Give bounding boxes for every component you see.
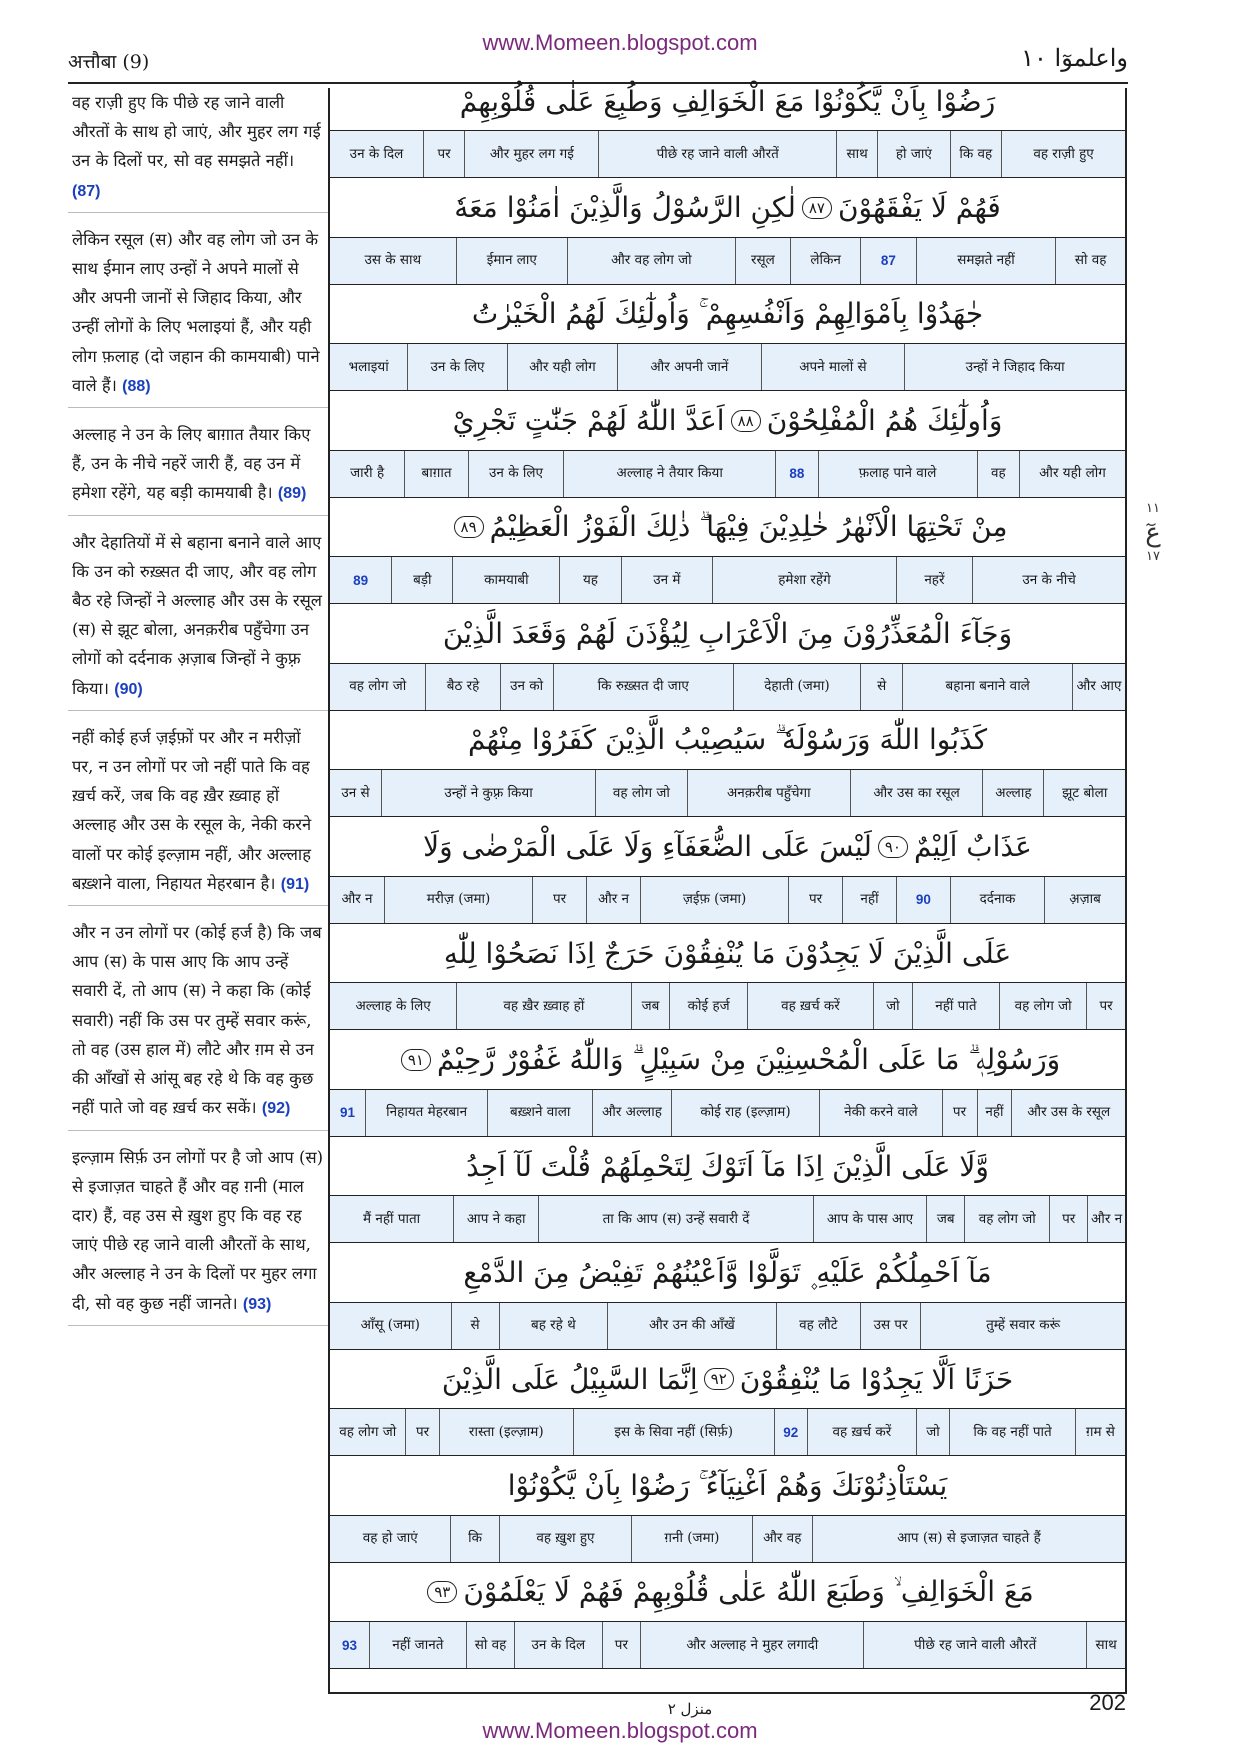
word-translation-cell: वह लोग जो [349, 678, 407, 694]
translation-paragraph [68, 420, 328, 516]
word-translation-cell: आप ने कहा [453, 1196, 538, 1242]
word-translation-cell: पीछे रह जाने वाली औरतें [863, 1622, 1086, 1668]
word-translation-cell: 88 [775, 451, 817, 497]
word-translation-cell: हमेशा रहेंगे [712, 557, 895, 603]
arabic-text: مَعَ الْخَوَالِفِ ۙ وَطَبَعَ اللّٰهُ عَلٰى قُلُوْبِهِمْ فَهُمْ لَا يَعْلَمُوْنَ [463, 1575, 1034, 1608]
translation-paragraph [68, 723, 328, 906]
arabic-text: لَيْسَ عَلَى الضُّعَفَآءِ وَلَا عَلَى الْمَرْضٰى وَلَا [423, 830, 872, 863]
arabic-text: فَهُمْ لَا يَفْقَهُوْنَ [837, 191, 1001, 224]
translation-column [68, 88, 328, 1688]
verse-number: (93) [242, 1295, 272, 1313]
word-translation-cell: वह लौटे [776, 1303, 860, 1349]
word-translation-cell: हो जाएं [877, 131, 949, 177]
translation-text: और न उन लोगों पर (कोई हर्ज है) कि जब आप (स) के पास आए कि आप उन्हें सवारी दें, तो आप (स) ने कहा कि (कोई सवारी) नहीं कि उस पर तुम्हें सवार करूं, तो वह (उस हाल में) लौटे और ग़म से उन की आँखों से आंसू बह रहे थे कि वह कुछ नहीं पाते जो वह ख़र्च कर सकें। [72, 923, 322, 1118]
ruku-sign: عٓ [1145, 518, 1161, 548]
word-translation-cell: जब [631, 983, 670, 1029]
word-translation-cell: 90 [896, 877, 950, 923]
word-translation-row [330, 450, 1125, 498]
site-url-bottom[interactable]: www.Momeen.blogspot.com [482, 1718, 758, 1743]
word-translation-cell: निहायत मेहरबान [365, 1090, 487, 1136]
word-translation-row [330, 1195, 1125, 1243]
word-translation-cell: बाग़ात [404, 451, 468, 497]
word-translation-cell: वह राज़ी हुए [1001, 131, 1125, 177]
page-number: 202 [1089, 1690, 1126, 1715]
word-translation-row [330, 1621, 1125, 1669]
translation-paragraph [68, 918, 328, 1130]
word-translation-cell: बहाना बनाने वाले [902, 664, 1072, 710]
arabic-verse-line [330, 1244, 1125, 1302]
verse-number: (87) [72, 182, 101, 200]
translation-text: इल्ज़ाम सिर्फ़ उन लोगों पर है जो आप (स) से इजाज़त चाहते हैं और वह ग़नी (माल दार) हैं, वह उस से ख़ुश हुए कि वह रह जाएं पीछे रह जाने वाली औरतों के साथ, और अल्लाह ने उन के दिलों पर मुहर लगा दी, सो वह कुछ नहीं जानते। [72, 1147, 324, 1313]
word-translation-cell: और यही लोग [1019, 451, 1125, 497]
word-translation-row [330, 130, 1125, 178]
word-translation-cell: पर [1049, 1196, 1087, 1242]
word-translation-cell: नहरें [896, 557, 972, 603]
word-translation-cell: उन के नीचे [972, 557, 1125, 603]
word-translation-cell: 91 [340, 1105, 356, 1120]
arabic-text: كَذَبُوا اللّٰهَ وَرَسُوْلَهٗ ۗ سَيُصِيْبُ الَّذِيْنَ كَفَرُوْا مِنْهُمْ [467, 723, 988, 756]
word-translation-cell: वह ख़ैर ख़्वाह हों [456, 983, 631, 1029]
word-translation-cell: कि [450, 1516, 498, 1562]
translation-paragraph [68, 225, 328, 408]
word-translation-cell: और मुहर लग गई [464, 131, 598, 177]
word-translation-cell: दर्दनाक [950, 877, 1044, 923]
word-translation-cell: तुम्हें सवार करूं [920, 1303, 1125, 1349]
word-translation-cell: उस पर [860, 1303, 920, 1349]
word-translation-cell: अल्लाह [982, 770, 1043, 816]
arabic-text: وَاُولٰٓئِكَ هُمُ الْمُفْلِحُوْنَ [766, 404, 1003, 437]
word-translation-cell: पर [602, 1622, 641, 1668]
word-translation-cell: बैठ रहे [425, 664, 499, 710]
word-translation-cell: सो वह [1055, 238, 1125, 284]
word-translation-cell: कामयाबी [452, 557, 559, 603]
arabic-text: اَعَدَّ اللّٰهُ لَهُمْ جَنّٰتٍ تَجْرِيْ [452, 404, 725, 437]
word-translation-row [330, 1089, 1125, 1137]
surah-title: अत्तौबा (9) [68, 51, 150, 73]
word-translation-cell: कि रुख़्सत दी जाए [553, 664, 733, 710]
word-translation-cell: उन के लिए [468, 451, 563, 497]
word-translation-cell: वह लोग जो [339, 1423, 397, 1440]
ruku-marker [1136, 500, 1170, 566]
arabic-text: جٰهَدُوْا بِاَمْوَالِهِمْ وَاَنْفُسِهِمْ ۚ وَاُولٰٓئِكَ لَهُمُ الْخَيْرٰتُ [471, 297, 984, 330]
arabic-text: مِنْ تَحْتِهَا الْاَنْهٰرُ خٰلِدِيْنَ فِيْهَا ۗ ذٰلِكَ الْفَوْزُ الْعَظِيْمُ [489, 510, 1008, 543]
word-translation-cell: ग़नी (जमा) [631, 1516, 751, 1562]
word-translation-cell: जब [926, 1196, 964, 1242]
word-translation-cell: कि वह नहीं पाते [949, 1409, 1075, 1455]
word-translation-cell: वह ख़र्च करें [807, 1409, 916, 1455]
word-translation-cell: बह रहे थे [499, 1303, 607, 1349]
word-translation-cell: भलाइयां [348, 358, 389, 375]
word-translation-cell: वह हो जाएं [362, 1530, 418, 1546]
ayah-end-marker: ٨٨ [731, 410, 761, 432]
word-translation-cell: वह लोग जो [595, 770, 687, 816]
site-url-top[interactable]: www.Momeen.blogspot.com [482, 30, 758, 55]
word-translation-cell: समझते नहीं [916, 238, 1055, 284]
word-translation-cell: पर [532, 877, 586, 923]
manzil-label: منزل ٢ [667, 1700, 713, 1718]
word-translation-cell: आप के पास आए [813, 1196, 927, 1242]
word-translation-cell: और न [341, 891, 373, 907]
word-translation-row [330, 343, 1125, 391]
word-translation-cell: उन के लिए [407, 344, 506, 390]
word-translation-row [330, 1515, 1125, 1563]
word-translation-cell: पर [423, 131, 464, 177]
word-translation-cell: नहीं जानते [369, 1622, 466, 1668]
arabic-verse-line [330, 1350, 1125, 1408]
juz-title: واعلموٓا ١٠ [1021, 44, 1128, 72]
word-translation-cell: ग़म से [1075, 1409, 1125, 1455]
translation-text: नहीं कोई हर्ज ज़ईफ़ों पर और न मरीज़ों पर, न उन लोगों पर जो नहीं पाते कि वह ख़र्च करें, जब कि वह ख़ैर ख़्वाह हों अल्लाह और उस के रसूल के, नेकी करने वालों पर कोई इल्ज़ाम नहीं, और अल्लाह बख़्शने वाला, निहायत मेहरबान है। [72, 727, 312, 893]
word-translation-cell: अल्लाह ने तैयार किया [563, 451, 775, 497]
word-translation-cell: ता कि आप (स) उन्हें सवारी दें [538, 1196, 812, 1242]
word-translation-cell: पर [1086, 983, 1125, 1029]
ayah-end-marker: ٩٣ [427, 1581, 457, 1603]
arabic-text: حَزَنًا اَلَّا يَجِدُوْا مَا يُنْفِقُوْنَ [739, 1362, 1014, 1396]
ruku-count-top: ١١ [1146, 501, 1160, 516]
word-translation-cell: वह [977, 451, 1019, 497]
arabic-text: رَضُوْا بِاَنْ يَّكُوْنُوْا مَعَ الْخَوَالِفِ وَطُبِعَ عَلٰى قُلُوْبِهِمْ [459, 84, 996, 118]
word-translation-cell: और उस का रसूल [850, 770, 983, 816]
word-translation-cell: अल्लाह के लिए [355, 997, 431, 1014]
arabic-verse-line [330, 392, 1125, 450]
arabic-verse-line [330, 1137, 1125, 1195]
ayah-end-marker: ٩١ [401, 1049, 431, 1071]
verse-number: (90) [114, 680, 143, 698]
word-translation-cell: कि वह [950, 131, 1002, 177]
word-translation-cell: नहीं [977, 1090, 1012, 1136]
word-translation-row [330, 1408, 1125, 1456]
arabic-verse-line [330, 1563, 1125, 1621]
word-translation-cell: झूट बोला [1043, 770, 1125, 816]
word-translation-cell: वह ख़ुश हुए [499, 1516, 632, 1562]
word-translation-cell: साथ [836, 131, 877, 177]
verse-number: (91) [280, 875, 310, 893]
word-translation-cell: आँसू (जमा) [360, 1317, 420, 1333]
word-translation-cell: बख़्शने वाला [487, 1090, 592, 1136]
word-translation-row [330, 876, 1125, 924]
word-translation-cell: आप (स) से इजाज़त चाहते हैं [812, 1516, 1125, 1562]
arabic-text: وَرَسُوْلِهٖ ۗ مَا عَلَى الْمُحْسِنِيْنَ مِنْ سَبِيْلٍ ۗ وَاللّٰهُ غَفُوْرٌ رَّحِيْمٌ [436, 1042, 1061, 1076]
arabic-verse-line [330, 1457, 1125, 1515]
word-translation-row [330, 663, 1125, 711]
word-translation-cell: पर [942, 1090, 977, 1136]
word-translation-cell: और न [586, 877, 640, 923]
translation-text: और देहातियों में से बहाना बनाने वाले आए कि उन को रुख़्सत दी जाए, और वह लोग बैठ रहे जिन्हों ने अल्लाह और उस के रसूल (स) से झूट बोला, अनक़रीब पहुँचेगा उन लोगों को दर्दनाक अ़ज़ाब जिन्हों ने कुफ़्र किया। [72, 532, 322, 698]
word-translation-row [330, 556, 1125, 604]
word-translation-cell: वह लोग जो [964, 1196, 1049, 1242]
arabic-text: يَسْتَاْذِنُوْنَكَ وَهُمْ اَغْنِيَآءُ ۚ رَضُوْا بِاَنْ يَّكُوْنُوْا [507, 1468, 948, 1502]
word-translation-cell: उस के साथ [364, 252, 422, 268]
word-translation-cell: यह [559, 557, 620, 603]
verse-number: (88) [122, 377, 151, 395]
word-translation-cell: अपने मालों से [761, 344, 905, 390]
word-translation-cell: जारी है [350, 465, 385, 481]
word-translation-cell: देहाती (जमा) [733, 664, 860, 710]
translation-text: वह राज़ी हुए कि पीछे रह जाने वाली औरतों के साथ हो जाएं, और मुहर लग गई उन के दिलों पर, सो वह समझते नहीं। [72, 93, 321, 171]
word-translation-cell: उन के दिल [514, 1622, 601, 1668]
word-translation-cell: उन में [621, 557, 713, 603]
word-translation-cell: पर [405, 1409, 438, 1455]
word-translation-cell: उन को [500, 664, 553, 710]
arabic-text: وَّلَا عَلَى الَّذِيْنَ اِذَا مَآ اَتَوْكَ لِتَحْمِلَهُمْ قُلْتَ لَآ اَجِدُ [466, 1149, 989, 1183]
word-translation-cell: अ़ज़ाब [1044, 877, 1125, 923]
word-translation-cell: और न [1087, 1196, 1125, 1242]
word-translation-cell: मरीज़ (जमा) [384, 877, 532, 923]
ayah-end-marker: ٨٧ [802, 197, 832, 219]
translation-paragraph [68, 1143, 328, 1326]
arabic-text: وَجَآءَ الْمُعَذِّرُوْنَ مِنَ الْاَعْرَابِ لِيُؤْذَنَ لَهُمْ وَقَعَدَ الَّذِيْنَ [442, 617, 1013, 650]
word-translation-cell: ईमान लाए [456, 238, 568, 284]
ayah-end-marker: ٨٩ [454, 516, 484, 538]
ayah-end-marker: ٩٢ [704, 1368, 734, 1390]
arabic-verse-line [330, 818, 1125, 876]
word-translation-cell: उन से [341, 784, 370, 801]
word-translation-cell: अनक़रीब पहुँचेगा [687, 770, 850, 816]
verse-number: (89) [277, 485, 307, 503]
word-translation-cell: 93 [341, 1637, 357, 1653]
word-translation-cell: और अपनी जानें [617, 344, 761, 390]
word-translation-cell: और यही लोग [507, 344, 617, 390]
word-translation-row [330, 982, 1125, 1030]
arabic-verse-line [330, 1031, 1125, 1089]
word-translation-cell: और आए [1072, 664, 1125, 710]
word-translation-cell: और अल्लाह [592, 1090, 671, 1136]
word-translation-row [330, 1302, 1125, 1350]
word-translation-cell: और उस के रसूल [1011, 1090, 1125, 1136]
word-translation-cell: 87 [860, 238, 916, 284]
word-translation-cell: जो [916, 1409, 949, 1455]
word-translation-cell: नेकी करने वाले [819, 1090, 941, 1136]
word-translation-cell: बड़ी [391, 557, 452, 603]
word-translation-cell: साथ [1086, 1622, 1125, 1668]
translation-paragraph [68, 528, 328, 711]
arabic-verse-line [330, 924, 1125, 982]
word-translation-cell: वह ख़र्च करें [747, 983, 873, 1029]
arabic-text: عَذَابٌ اَلِيْمٌ [914, 830, 1032, 863]
word-translation-cell: और अल्लाह ने मुहर लगादी [640, 1622, 863, 1668]
arabic-verse-line [330, 711, 1125, 769]
arabic-text: مَآ اَحْمِلُكُمْ عَلَيْهِ ۪ تَوَلَّوْا وَّاَعْيُنُهُمْ تَفِيْضُ مِنَ الدَّمْعِ [463, 1255, 992, 1289]
word-translation-cell: उन्हों ने कुफ़्र किया [381, 770, 595, 816]
word-translation-cell: और वह लोग जो [567, 238, 734, 284]
word-translation-cell: मैं नहीं पाता [363, 1210, 421, 1227]
word-translation-cell: और उन की आँखें [607, 1303, 776, 1349]
word-translation-cell: नहीं पाते [912, 983, 999, 1029]
word-translation-cell: इस के सिवा नहीं (सिर्फ़) [573, 1409, 774, 1455]
word-translation-cell: 92 [774, 1409, 807, 1455]
word-translation-cell: से [860, 664, 902, 710]
arabic-verse-line [330, 179, 1125, 237]
word-translation-cell: और वह [752, 1516, 812, 1562]
word-translation-cell: फ़लाह पाने वाले [818, 451, 977, 497]
word-translation-row [330, 769, 1125, 817]
word-translation-cell: वह लोग जो [999, 983, 1086, 1029]
arabic-text: لٰكِنِ الرَّسُوْلُ وَالَّذِيْنَ اٰمَنُوْا مَعَهٗ [454, 191, 796, 224]
verse-number: (92) [261, 1100, 291, 1118]
arabic-verse-line [330, 498, 1125, 556]
ayah-end-marker: ٩٠ [878, 836, 908, 858]
word-translation-cell: पर [788, 877, 842, 923]
word-translation-cell: नहीं [842, 877, 896, 923]
word-translation-cell: कोई हर्ज [669, 983, 747, 1029]
word-translation-row [330, 237, 1125, 285]
arabic-verse-line [330, 605, 1125, 663]
translation-text: लेकिन रसूल (स) और वह लोग जो उन के साथ ईमान लाए उन्हों ने अपने मालों से और अपनी जानों से जिहाद किया, और उन्हीं लोगों के लिए भलाइयां हैं, और यही लोग फ़लाह (दो जहान की कामयाबी) पाने वाले हैं। [72, 229, 320, 395]
word-translation-cell: उन्हों ने जिहाद किया [904, 344, 1125, 390]
translation-paragraph [68, 88, 328, 213]
word-translation-cell: उन के दिल [349, 145, 404, 162]
word-translation-cell: सो वह [466, 1622, 514, 1668]
word-translation-cell: ज़ईफ़ (जमा) [640, 877, 788, 923]
arabic-text: عَلَى الَّذِيْنَ لَا يَجِدُوْنَ مَا يُنْفِقُوْنَ حَرَجٌ اِذَا نَصَحُوْا لِلّٰهِ [443, 936, 1012, 970]
word-translation-cell: जो [873, 983, 912, 1029]
arabic-verse-line [330, 285, 1125, 343]
word-translation-cell: कोई राह (इल्ज़ाम) [671, 1090, 820, 1136]
word-translation-cell: रसूल [735, 238, 791, 284]
ruku-count-bottom: ١٧ [1146, 549, 1160, 564]
word-translation-cell: पीछे रह जाने वाली औरतें [598, 131, 835, 177]
word-translation-cell: 89 [353, 572, 369, 588]
word-translation-cell: से [451, 1303, 499, 1349]
word-translation-cell: रास्ता (इल्ज़ाम) [439, 1409, 573, 1455]
word-translation-cell: लेकिन [790, 238, 860, 284]
arabic-verse-line [330, 72, 1125, 130]
arabic-text: اِنَّمَا السَّبِيْلُ عَلَى الَّذِيْنَ [441, 1362, 698, 1396]
translation-text: अल्लाह ने उन के लिए बाग़ात तैयार किए हैं, उन के नीचे नहरें जारी हैं, वह उन में हमेशा रहेंगे, यह बड़ी कामयाबी है। [72, 425, 311, 503]
